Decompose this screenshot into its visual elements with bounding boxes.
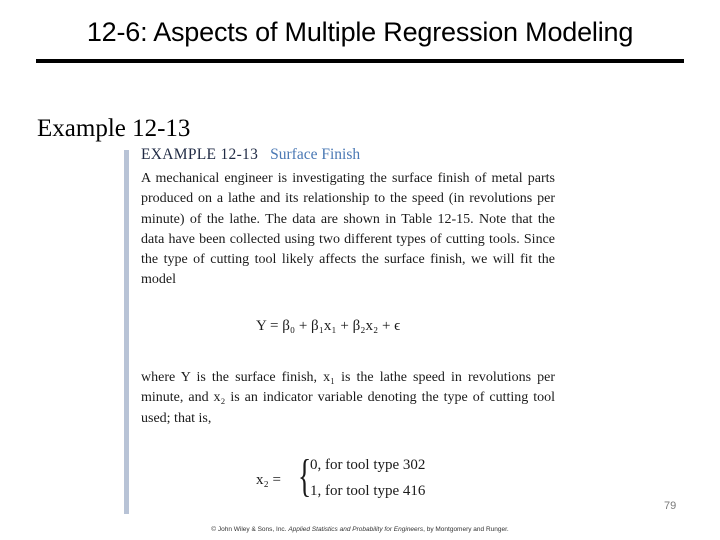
footer-prefix: © John Wiley & Sons, Inc. (211, 526, 287, 533)
indicator-case-2: 1, for tool type 416 (310, 483, 426, 499)
example-topic: Surface Finish (270, 146, 361, 163)
example-paragraph-2: where Y is the surface finish, x₁ is the lathe speed in revolutions per minute, and x₂ is an indicator variable denoting the type of cutting tool used; that is, (141, 370, 555, 426)
title-underline (36, 59, 684, 63)
example-paragraph-1: A mechanical engineer is investigating the surface finish of metal parts produced on a lathe and its relationship to the speed (in revolutions per minute) of the lathe. The data are shown in Table 12-15. Note that the data have been collected using two different types of cutting tools. Since the type of cutting tool likely affects the surface finish, we will fit the model (141, 171, 555, 288)
example-label: EXAMPLE 12-13 (141, 146, 259, 163)
example-header (141, 146, 360, 164)
page-number: 79 (664, 500, 677, 512)
footer-book-title: Applied Statistics and Probability for Engineers (288, 526, 424, 533)
excerpt-side-bar (124, 150, 129, 514)
indicator-lhs: x₂ = (256, 472, 281, 488)
left-brace: { (298, 450, 312, 501)
indicator-case-1: 0, for tool type 302 (310, 457, 426, 473)
example-heading: Example 12-13 (37, 115, 191, 142)
copyright-footer (0, 526, 720, 533)
slide-title: 12-6: Aspects of Multiple Regression Modeling (86, 17, 634, 47)
model-equation: Y = β₀ + β₁x₁ + β₂x₂ + ϵ (256, 318, 401, 334)
footer-suffix: , by Montgomery and Runger. (423, 526, 509, 533)
